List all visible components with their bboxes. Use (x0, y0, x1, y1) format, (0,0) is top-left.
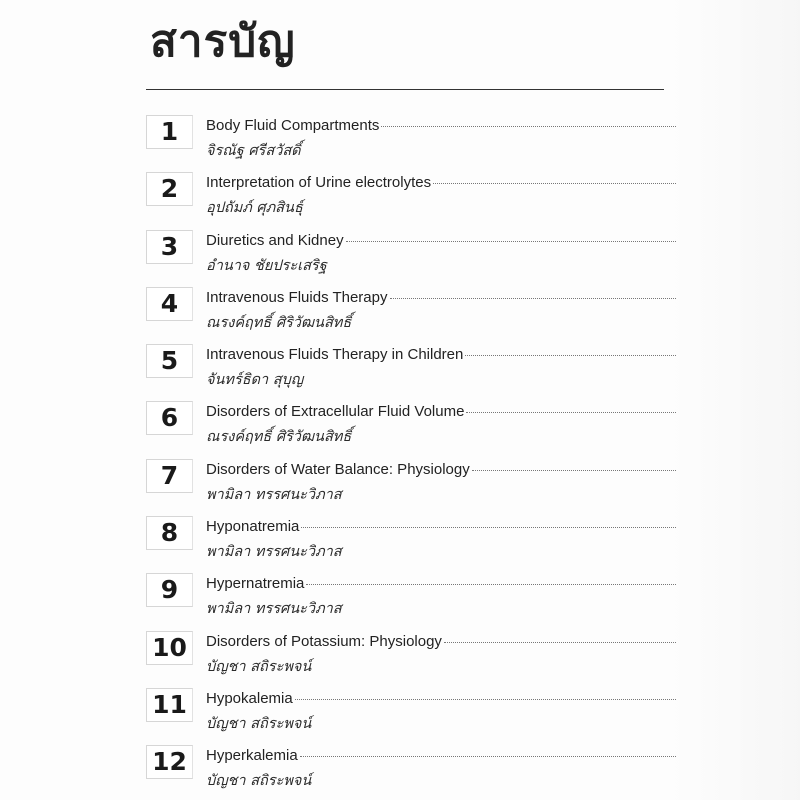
dot-leader (295, 698, 676, 700)
chapter-author: บัญชา สถิระพจน์ (206, 715, 312, 732)
dot-leader (444, 641, 676, 643)
chapter-title[interactable]: Disorders of Extracellular Fluid Volume (206, 403, 465, 421)
chapter-title[interactable]: Hypokalemia (206, 689, 293, 707)
dot-leader (306, 583, 676, 585)
chapter-author: อุปถัมภ์ ศุภสินธุ์ (206, 200, 303, 217)
chapter-title[interactable]: Intravenous Fluids Therapy in Children (206, 346, 464, 364)
dot-leader (300, 755, 676, 757)
toc-entry[interactable] (146, 342, 686, 399)
chapter-author: บัญชา สถิระพจน์ (206, 773, 312, 790)
chapter-title[interactable]: Disorders of Water Balance: Physiology (206, 460, 470, 478)
chapter-title-line (206, 690, 676, 707)
chapter-author: จิรณัฐ ศรีสวัสดิ์ (206, 143, 301, 159)
chapter-number: 11 (146, 688, 193, 722)
dot-leader (466, 411, 676, 413)
chapter-title-line (206, 174, 676, 191)
dot-leader (472, 469, 676, 471)
chapter-author: พามิลา ทรรศนะวิภาส (206, 486, 342, 503)
chapter-title[interactable]: Intravenous Fluids Therapy (206, 288, 388, 306)
chapter-title-line (206, 747, 676, 764)
chapter-author: บัญชา สถิระพจน์ (206, 658, 312, 675)
chapter-title[interactable]: Hyperkalemia (206, 747, 298, 765)
chapter-number: 7 (146, 459, 193, 493)
chapter-number: 12 (146, 745, 193, 779)
chapter-title-line (206, 633, 676, 650)
chapter-title-line (206, 232, 676, 249)
chapter-author: จันทร์ธิดา สุบุญ (206, 372, 304, 389)
chapter-author: พามิลา ทรรศนะวิภาส (206, 544, 342, 561)
title-divider (146, 89, 664, 90)
chapter-title-line (206, 346, 676, 363)
toc-entry[interactable] (146, 571, 686, 628)
page-title: สารบัญ (150, 16, 296, 67)
chapter-title[interactable]: Disorders of Potassium: Physiology (206, 632, 442, 650)
chapter-number: 3 (146, 230, 193, 264)
chapter-title[interactable]: Diuretics and Kidney (206, 231, 344, 249)
chapter-title-line (206, 518, 676, 535)
table-of-contents (146, 113, 686, 800)
chapter-title-line (206, 461, 676, 478)
chapter-number: 9 (146, 573, 193, 607)
dot-leader (301, 526, 676, 528)
chapter-author: ณรงค์ฤทธิ์ ศิริวัฒนสิทธิ์ (206, 314, 352, 331)
chapter-number: 5 (146, 344, 193, 378)
chapter-number: 8 (146, 516, 193, 550)
chapter-title-line (206, 403, 676, 420)
toc-entry[interactable] (146, 686, 686, 743)
chapter-number: 1 (146, 115, 193, 149)
toc-entry[interactable] (146, 228, 686, 285)
dot-leader (433, 182, 676, 184)
chapter-title-line (206, 289, 676, 306)
chapter-number: 4 (146, 287, 193, 321)
toc-entry[interactable] (146, 629, 686, 686)
chapter-number: 6 (146, 401, 193, 435)
chapter-title-line (206, 117, 676, 134)
chapter-title[interactable]: Interpretation of Urine electrolytes (206, 174, 432, 192)
dot-leader (346, 240, 676, 242)
chapter-title[interactable]: Hyponatremia (206, 518, 300, 536)
dot-leader (465, 354, 676, 356)
toc-entry[interactable] (146, 113, 686, 170)
chapter-author: พามิลา ทรรศนะวิภาส (206, 601, 342, 618)
chapter-title[interactable]: Hypernatremia (206, 575, 305, 593)
chapter-title[interactable]: Body Fluid Compartments (206, 117, 380, 134)
toc-entry[interactable] (146, 399, 686, 456)
chapter-number: 10 (146, 631, 193, 665)
chapter-author: ณรงค์ฤทธิ์ ศิริวัฒนสิทธิ์ (206, 429, 352, 446)
dot-leader (381, 125, 676, 127)
toc-entry[interactable] (146, 743, 686, 800)
toc-entry[interactable] (146, 457, 686, 514)
chapter-author: อำนาจ ชัยประเสริฐ (206, 257, 327, 274)
dot-leader (390, 297, 677, 299)
toc-entry[interactable] (146, 514, 686, 571)
chapter-title-line (206, 575, 676, 592)
toc-entry[interactable] (146, 285, 686, 342)
toc-entry[interactable] (146, 170, 686, 227)
chapter-number: 2 (146, 172, 193, 206)
